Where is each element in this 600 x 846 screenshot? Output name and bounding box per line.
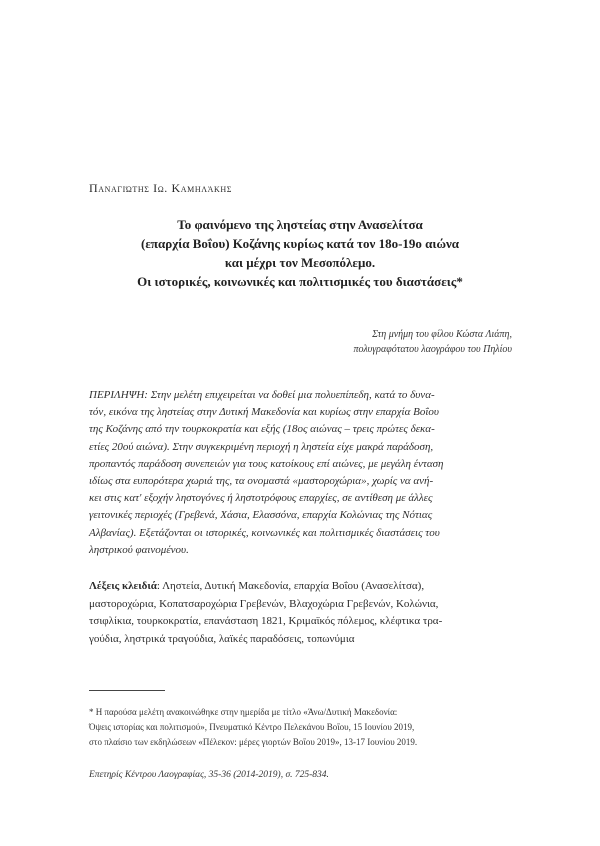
article-title bbox=[60, 215, 540, 291]
abstract-line: ετίες 20ού αιώνα). Στην συγκεκριμένη περιοχή η ληστεία είχε μακρά παράδοση, bbox=[89, 440, 434, 453]
keywords bbox=[89, 578, 513, 648]
keywords-line: γούδια, ληστρικά τραγούδια, λαϊκές παραδόσεις, τοπωνύμια bbox=[89, 632, 355, 645]
title-line: Το φαινόμενο της ληστείας στην Ανασελίτσα bbox=[177, 217, 423, 232]
abstract-line: ΠΕΡΙΛΗΨΗ: Στην μελέτη επιχειρείται να δοθεί μια πολυεπίπεδη, κατά το δυνα- bbox=[89, 389, 435, 401]
title-line: (επαρχία Βοΐου) Κοζάνης κυρίως κατά τον 18ο-19ο αιώνα bbox=[140, 236, 460, 251]
abstract-line: της Κοζάνης από την τουρκοκρατία και εξής (18ος αιώνας – τρεις πρώτες δεκα- bbox=[89, 423, 435, 436]
title-line: και μέχρι τον Μεσοπόλεμο. bbox=[224, 255, 376, 270]
dedication-line: Στη μνήμη του φίλου Κώστα Λιάπη, bbox=[372, 329, 512, 340]
footnote-line: Όψεις ιστορίας και πολιτισμού», Πνευματικό Κέντρο Πελεκάνου Βοΐου, 15 Ιουνίου 2019, bbox=[89, 722, 415, 732]
abstract bbox=[89, 387, 513, 559]
keywords-label: Λέξεις κλειδιά bbox=[89, 580, 157, 592]
footnote-line: στο πλαίσιο των εκδηλώσεων «Πέλεκον: μέρες γιορτών Βοΐου 2019», 13-17 Ιουνίου 2019. bbox=[89, 737, 418, 747]
abstract-line: ιδίως στα ευπορότερα χωριά της, τα ονομαστά «μαστοροχώρια», χωρίς να ανή- bbox=[89, 475, 434, 488]
abstract-line: προπαντός παράδοση συνεπειών για τους κατοίκους επί αιώνες, με μεγάλη ένταση bbox=[89, 457, 444, 470]
title-line: Οι ιστορικές, κοινωνικές και πολιτισμικές του διαστάσεις* bbox=[137, 274, 463, 289]
keywords-line: μαστοροχώρια, Κοπατσαροχώρια Γρεβενών, Βλαχοχώρια Γρεβενών, Κολώνια, bbox=[89, 597, 439, 610]
footnote bbox=[89, 705, 513, 750]
abstract-line: γειτονικές περιοχές (Γρεβενά, Χάσια, Ελασσόνα, επαρχία Κολώνιας της Νότιας bbox=[89, 509, 433, 522]
journal-citation: Επετηρίς Κέντρου Λαογραφίας, 35-36 (2014-2019), σ. 725-834. bbox=[89, 770, 329, 780]
keywords-line: τσιφλίκια, τουρκοκρατία, επανάσταση 1821, Κριμαϊκός πόλεμος, κλέφτικα τρα- bbox=[89, 615, 443, 627]
abstract-line: ληστρικού φαινομένου. bbox=[89, 543, 189, 556]
dedication bbox=[152, 327, 512, 357]
footnote-line: * Η παρούσα μελέτη ανακοινώθηκε στην ημερίδα με τίτλο «Άνω/Δυτική Μακεδονία: bbox=[89, 707, 398, 717]
abstract-line: Αλβανίας). Εξετάζονται οι ιστορικές, κοινωνικές και πολιτισμικές διαστάσεις του bbox=[89, 526, 440, 539]
author-name: Παναγιώτης Ιω. Καμηλάκης bbox=[89, 181, 233, 195]
footnote-divider bbox=[89, 690, 165, 691]
abstract-line: κει στις κατ' εξοχήν ληστογόνες ή ληστοτρόφους επαρχίες, σε αντίθεση με άλλες bbox=[89, 492, 433, 505]
keywords-first-line-text: : Ληστεία, Δυτική Μακεδονία, επαρχία Βοΐου (Ανασελίτσα), bbox=[156, 580, 425, 592]
dedication-line: πολυγραφότατου λαογράφου του Πηλίου bbox=[353, 344, 512, 355]
keywords-first-line bbox=[89, 578, 513, 596]
abstract-line: τόν, εικόνα της ληστείας στην Δυτική Μακεδονία και κυρίως στην επαρχία Βοΐου bbox=[89, 406, 439, 419]
